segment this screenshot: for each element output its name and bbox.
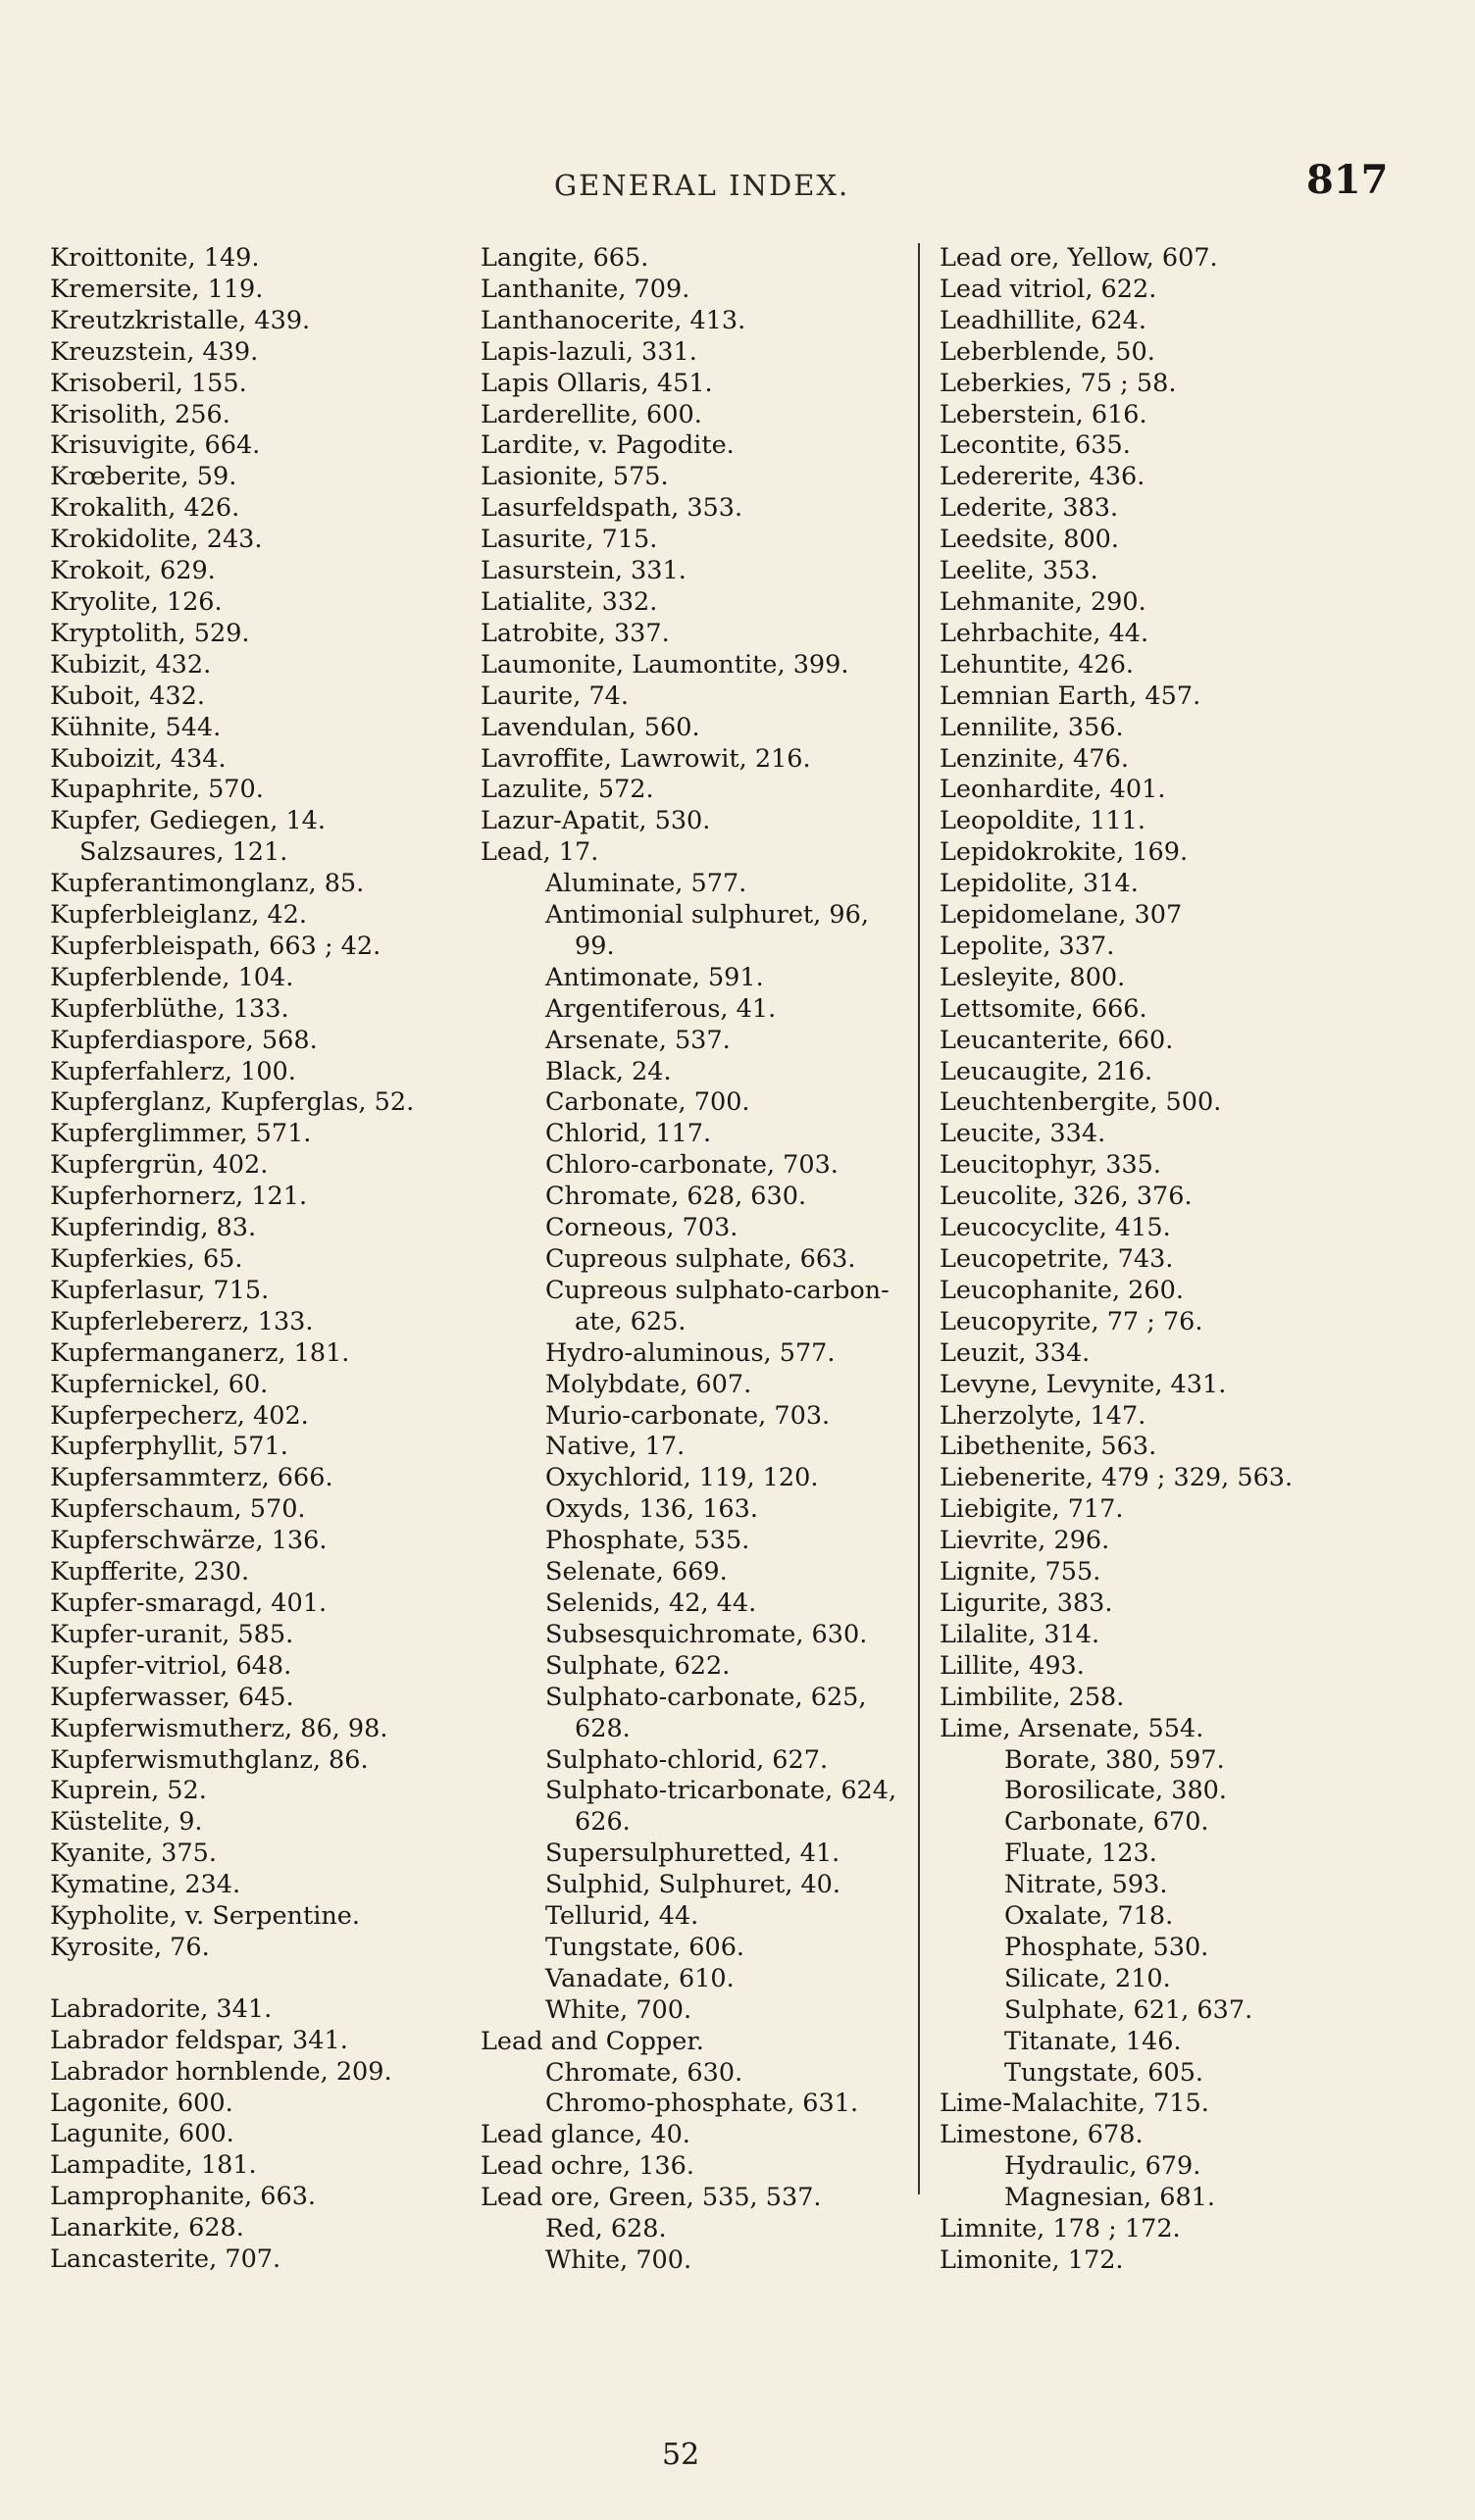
index-entry: Lapis Ollaris, 451.: [481, 368, 713, 398]
index-subentry: Cupreous sulphate, 663.: [545, 1244, 856, 1274]
index-entry: Kupferhornerz, 121.: [50, 1182, 308, 1212]
index-entry: Ledererite, 436.: [940, 462, 1145, 492]
index-entry: Lanthanite, 709.: [481, 274, 690, 304]
signature-mark: 52: [662, 2438, 700, 2472]
index-subentry: Subsesquichromate, 630.: [545, 1619, 868, 1649]
index-subentry: Phosphate, 530.: [1004, 1932, 1209, 1962]
running-header-title: GENERAL INDEX.: [554, 169, 850, 202]
index-entry: Leuchtenbergite, 500.: [940, 1087, 1222, 1118]
index-entry: Kupferwasser, 645.: [50, 1682, 294, 1712]
index-column-1: [50, 243, 472, 2276]
index-entry: Kühnite, 544.: [50, 712, 222, 742]
index-entry: Kymatine, 234.: [50, 1870, 241, 1900]
index-entry: Lehrbachite, 44.: [940, 618, 1149, 648]
index-entry: Kupfermanganerz, 181.: [50, 1337, 350, 1368]
index-entry: Kreutzkristalle, 439.: [50, 305, 311, 335]
index-entry: Limnite, 178 ; 172.: [940, 2214, 1181, 2244]
index-subentry: Selenids, 42, 44.: [545, 1588, 757, 1618]
index-entry: Lettsomite, 666.: [940, 993, 1147, 1024]
index-entry: Leadhillite, 624.: [940, 305, 1146, 335]
index-subentry: 99.: [575, 931, 615, 961]
index-subentry: Oxyds, 136, 163.: [545, 1494, 758, 1525]
index-entry: Leberstein, 616.: [940, 399, 1147, 429]
index-entry: Lanarkite, 628.: [50, 2213, 244, 2243]
index-subentry: Magnesian, 681.: [1004, 2183, 1216, 2213]
index-entry: Lasurite, 715.: [481, 525, 658, 555]
index-entry: Krisuvigite, 664.: [50, 430, 261, 461]
index-subentry: Sulphate, 621, 637.: [1004, 1994, 1253, 2025]
index-entry: Lecontite, 635.: [940, 430, 1131, 461]
index-entry: Lead ore, Green, 535, 537.: [481, 2183, 822, 2213]
index-entry: Lead ochre, 136.: [481, 2151, 694, 2182]
index-entry: Kupferpecherz, 402.: [50, 1400, 309, 1431]
index-subentry: Aluminate, 577.: [545, 869, 747, 899]
index-entry: Kroittonite, 149.: [50, 243, 260, 273]
index-entry: Limestone, 678.: [940, 2120, 1144, 2150]
index-entry: Leonhardite, 401.: [940, 775, 1166, 805]
index-entry: Lepidolite, 314.: [940, 869, 1139, 899]
index-entry: Kupferbleispath, 663 ; 42.: [50, 931, 381, 961]
index-subentry: White, 700.: [545, 2245, 692, 2275]
index-subentry: Silicate, 210.: [1004, 1963, 1171, 1993]
index-subentry: Carbonate, 700.: [545, 1087, 750, 1118]
index-entry: Lennilite, 356.: [940, 712, 1124, 742]
index-entry: Lancasterite, 707.: [50, 2244, 281, 2275]
index-entry: Lead, 17.: [481, 837, 599, 868]
index-subentry: Arsenate, 537.: [545, 1025, 731, 1055]
index-column-3: [940, 243, 1430, 2277]
index-entry: Kupfer, Gediegen, 14.: [50, 806, 326, 836]
index-subentry: Fluate, 123.: [1004, 1839, 1157, 1869]
index-subentry: Argentiferous, 41.: [545, 993, 777, 1024]
page-number: 817: [1306, 157, 1389, 203]
index-subentry: Nitrate, 593.: [1004, 1870, 1168, 1900]
index-entry: Kuprein, 52.: [50, 1776, 207, 1806]
index-entry: Langite, 665.: [481, 243, 649, 273]
index-entry: Latialite, 332.: [481, 586, 658, 617]
index-subentry: Tungstate, 606.: [545, 1932, 745, 1962]
index-subentry: Tellurid, 44.: [545, 1901, 699, 1932]
index-entry: Labrador hornblende, 209.: [50, 2056, 392, 2087]
index-entry: Labradorite, 341.: [50, 1993, 273, 2024]
index-entry: Kupferwismutherz, 86, 98.: [50, 1713, 388, 1743]
index-entry: Lemnian Earth, 457.: [940, 680, 1201, 711]
index-entry: Kupferglanz, Kupferglas, 52.: [50, 1087, 415, 1118]
index-entry: Ligurite, 383.: [940, 1588, 1113, 1618]
index-entry: Lead vitriol, 622.: [940, 274, 1157, 304]
index-entry: Lederite, 383.: [940, 493, 1119, 524]
index-subentry: Hydro-aluminous, 577.: [545, 1337, 836, 1368]
index-subentry: Tungstate, 605.: [1004, 2057, 1204, 2088]
index-entry: Lepidokrokite, 169.: [940, 837, 1189, 868]
index-entry: Leucitophyr, 335.: [940, 1150, 1162, 1181]
index-entry: Lime, Arsenate, 554.: [940, 1713, 1204, 1743]
index-entry: Lagunite, 600.: [50, 2119, 234, 2149]
index-entry: Lime-Malachite, 715.: [940, 2089, 1209, 2119]
index-entry: Lead ore, Yellow, 607.: [940, 243, 1218, 273]
index-entry: Lepolite, 337.: [940, 931, 1115, 961]
index-entry: Kryptolith, 529.: [50, 618, 250, 648]
index-entry: Lazulite, 572.: [481, 775, 654, 805]
index-entry: Levyne, Levynite, 431.: [940, 1369, 1227, 1399]
index-entry: Leedsite, 800.: [940, 525, 1120, 555]
index-subentry: Antimonial sulphuret, 96,: [545, 900, 869, 931]
index-entry: Leucolite, 326, 376.: [940, 1182, 1193, 1212]
index-entry: Krokidolite, 243.: [50, 525, 263, 555]
index-entry: Leucaugite, 216.: [940, 1056, 1153, 1086]
index-entry: Kyanite, 375.: [50, 1839, 217, 1869]
index-entry: Krokoit, 629.: [50, 556, 216, 586]
index-entry: Leberkies, 75 ; 58.: [940, 368, 1177, 398]
index-subentry: Red, 628.: [545, 2214, 667, 2244]
index-entry: Lesleyite, 800.: [940, 962, 1126, 992]
index-subentry: White, 700.: [545, 1994, 692, 2025]
index-entry: Limbilite, 258.: [940, 1682, 1125, 1712]
index-entry: Leucopetrite, 743.: [940, 1244, 1174, 1274]
index-entry: Kupfferite, 230.: [50, 1557, 250, 1588]
index-entry: Kupferindig, 83.: [50, 1213, 257, 1243]
index-subentry: Titanate, 146.: [1004, 2026, 1182, 2056]
index-entry: Kupferphyllit, 571.: [50, 1432, 288, 1462]
index-entry: Kupferlebererz, 133.: [50, 1306, 314, 1336]
index-column-2: [481, 243, 912, 2277]
index-entry: Lilalite, 314.: [940, 1619, 1100, 1649]
index-entry: Leucophanite, 260.: [940, 1275, 1184, 1305]
index-entry: Lehuntite, 426.: [940, 649, 1135, 680]
index-subentry: ate, 625.: [575, 1306, 687, 1336]
index-subentry: Chromate, 630.: [545, 2057, 743, 2088]
index-subentry: Sulphate, 622.: [545, 1650, 731, 1681]
index-entry: Laurite, 74.: [481, 680, 630, 711]
index-subentry: Supersulphuretted, 41.: [545, 1839, 840, 1869]
index-entry: Leucanterite, 660.: [940, 1025, 1174, 1055]
index-entry: Kupfersammterz, 666.: [50, 1463, 333, 1493]
index-subentry: Corneous, 703.: [545, 1213, 738, 1243]
index-entry: Liebigite, 717.: [940, 1494, 1124, 1525]
index-subentry: Black, 24.: [545, 1056, 672, 1086]
section-gap: [50, 1964, 472, 1994]
index-entry: Lasionite, 575.: [481, 462, 669, 492]
index-entry: Latrobite, 337.: [481, 618, 670, 648]
index-entry: Lampadite, 181.: [50, 2150, 257, 2181]
index-entry: Labrador feldspar, 341.: [50, 2025, 348, 2055]
index-subentry: Murio-carbonate, 703.: [545, 1400, 831, 1431]
index-entry: Kupferlasur, 715.: [50, 1275, 270, 1305]
index-entry: Kypholite, v. Serpentine.: [50, 1901, 360, 1932]
index-entry: Kupfergrün, 402.: [50, 1150, 269, 1181]
index-subentry: Hydraulic, 679.: [1004, 2151, 1201, 2182]
index-entry: Kubizit, 432.: [50, 649, 212, 680]
index-subentry: Chromate, 628, 630.: [545, 1182, 807, 1212]
index-entry: Lapis-lazuli, 331.: [481, 336, 697, 367]
index-entry: Kyrosite, 76.: [50, 1932, 210, 1962]
index-entry: Liebenerite, 479 ; 329, 563.: [940, 1463, 1294, 1493]
index-entry: Kupfer-vitriol, 648.: [50, 1650, 292, 1681]
index-entry: Limonite, 172.: [940, 2245, 1124, 2275]
index-entry: Küstelite, 9.: [50, 1807, 203, 1838]
index-entry: Lherzolyte, 147.: [940, 1400, 1146, 1431]
index-entry: Krisoberil, 155.: [50, 368, 247, 398]
index-entry: Kupaphrite, 570.: [50, 775, 264, 805]
index-subentry: Cupreous sulphato-carbon-: [545, 1275, 890, 1305]
index-entry: Lasurfeldspath, 353.: [481, 493, 743, 524]
index-subentry: Sulphid, Sulphuret, 40.: [545, 1870, 840, 1900]
column-rule-1: [918, 243, 920, 2194]
index-subentry: Sulphato-tricarbonate, 624,: [545, 1776, 897, 1806]
index-entry: Kuboizit, 434.: [50, 743, 227, 774]
index-entry: Kupferkies, 65.: [50, 1244, 243, 1274]
index-entry: Kuboit, 432.: [50, 680, 205, 711]
index-subentry: Molybdate, 607.: [545, 1369, 752, 1399]
index-subentry: 628.: [575, 1713, 631, 1743]
index-entry: Lasurstein, 331.: [481, 556, 687, 586]
index-entry: Kupferwismuthglanz, 86.: [50, 1744, 369, 1775]
index-subentry: Antimonate, 591.: [545, 962, 764, 992]
index-entry: Kryolite, 126.: [50, 586, 223, 617]
index-entry: Lenzinite, 476.: [940, 743, 1129, 774]
index-entry: Lillite, 493.: [940, 1650, 1085, 1681]
index-entry: Lavendulan, 560.: [481, 712, 700, 742]
index-entry: Lead glance, 40.: [481, 2120, 690, 2150]
index-entry: Krisolith, 256.: [50, 399, 230, 429]
index-subentry: Oxalate, 718.: [1004, 1901, 1174, 1932]
index-entry: Lievrite, 296.: [940, 1526, 1110, 1556]
index-subentry: Borosilicate, 380.: [1004, 1776, 1227, 1806]
index-entry: Kupfernickel, 60.: [50, 1369, 269, 1399]
index-subentry: Carbonate, 670.: [1004, 1807, 1209, 1838]
index-entry: Lehmanite, 290.: [940, 586, 1146, 617]
index-subentry: Phosphate, 535.: [545, 1526, 750, 1556]
index-entry: Lignite, 755.: [940, 1557, 1101, 1588]
index-subentry: Chloro-carbonate, 703.: [545, 1150, 839, 1181]
index-subentry: 626.: [575, 1807, 631, 1838]
index-entry: Leucopyrite, 77 ; 76.: [940, 1306, 1203, 1336]
index-entry: Kupferdiaspore, 568.: [50, 1025, 318, 1055]
index-entry: Kupferschwärze, 136.: [50, 1526, 328, 1556]
index-entry: Larderellite, 600.: [481, 399, 702, 429]
index-entry: Kupferblende, 104.: [50, 962, 294, 992]
index-subentry: Selenate, 669.: [545, 1557, 728, 1588]
index-entry: Leberblende, 50.: [940, 336, 1155, 367]
index-subentry: Sulphato-chlorid, 627.: [545, 1744, 829, 1775]
index-entry: Krokalith, 426.: [50, 493, 240, 524]
index-entry: Leopoldite, 111.: [940, 806, 1146, 836]
index-entry: Lagonite, 600.: [50, 2088, 233, 2118]
index-entry: Laumonite, Laumontite, 399.: [481, 649, 849, 680]
index-entry: Leucocyclite, 415.: [940, 1213, 1171, 1243]
index-entry: Kupferbleiglanz, 42.: [50, 900, 307, 931]
index-entry: Kremersite, 119.: [50, 274, 264, 304]
index-subentry: Oxychlorid, 119, 120.: [545, 1463, 819, 1493]
index-entry: Kreuzstein, 439.: [50, 336, 259, 367]
index-entry: Libethenite, 563.: [940, 1432, 1157, 1462]
index-entry: Leelite, 353.: [940, 556, 1098, 586]
index-subentry: Borate, 380, 597.: [1004, 1744, 1225, 1775]
index-entry: Lamprophanite, 663.: [50, 2182, 317, 2212]
index-subentry: Chlorid, 117.: [545, 1119, 712, 1149]
index-entry: Kupferantimonglanz, 85.: [50, 869, 365, 899]
index-entry: Kupfer-uranit, 585.: [50, 1619, 294, 1649]
index-subentry: Sulphato-carbonate, 625,: [545, 1682, 867, 1712]
index-entry: Kupferglimmer, 571.: [50, 1119, 312, 1149]
index-entry: Lazur-Apatit, 530.: [481, 806, 711, 836]
index-entry: Lead and Copper.: [481, 2026, 704, 2056]
index-entry: Kupferschaum, 570.: [50, 1494, 306, 1525]
index-entry: Lepidomelane, 307: [940, 900, 1183, 931]
index-entry: Lardite, v. Pagodite.: [481, 430, 735, 461]
index-entry: Kupferfahlerz, 100.: [50, 1056, 296, 1086]
index-entry: Leucite, 334.: [940, 1119, 1106, 1149]
index-subentry: Chromo-phosphate, 631.: [545, 2089, 859, 2119]
index-entry: Kupferblüthe, 133.: [50, 993, 289, 1024]
index-subentry: Vanadate, 610.: [545, 1963, 735, 1993]
index-entry: Lanthanocerite, 413.: [481, 305, 746, 335]
index-entry: Krœberite, 59.: [50, 462, 237, 492]
index-subentry: Native, 17.: [545, 1432, 686, 1462]
index-entry: Leuzit, 334.: [940, 1337, 1091, 1368]
index-subentry: Salzsaures, 121.: [79, 837, 288, 868]
index-entry: Lavroffite, Lawrowit, 216.: [481, 743, 811, 774]
index-entry: Kupfer-smaragd, 401.: [50, 1588, 328, 1618]
